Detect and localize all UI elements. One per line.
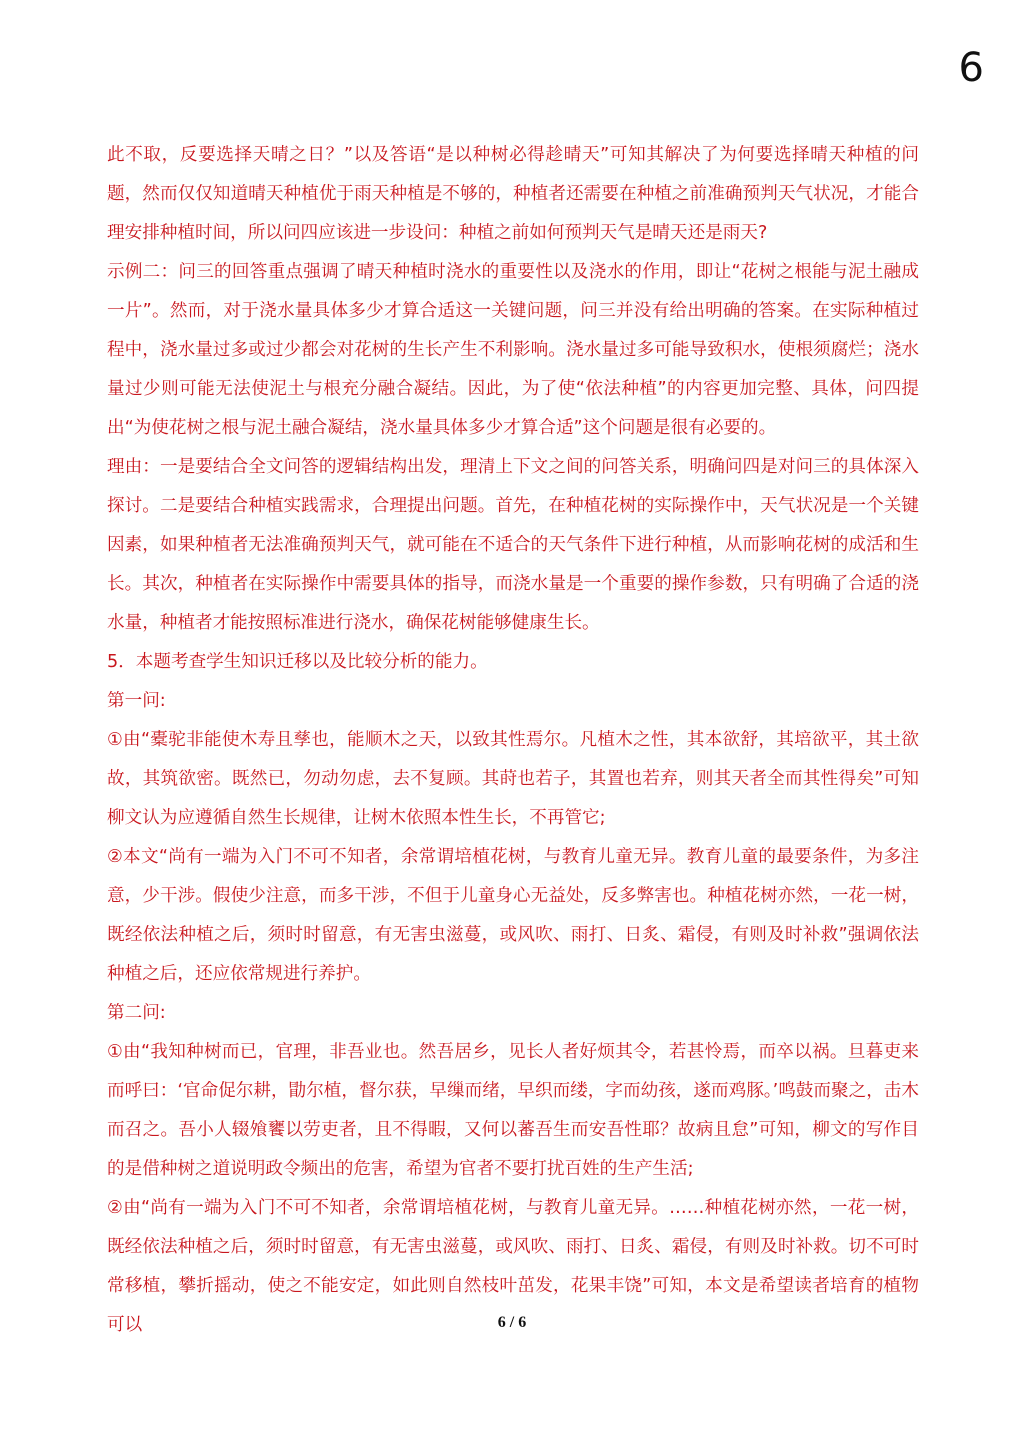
first-question-label: 第一问: [107, 691, 166, 711]
corner-page-number: 6 [958, 45, 984, 91]
answer-paragraph-3: 理由：一是要结合全文问答的逻辑结构出发，理清上下文之间的问答关系，明确问四是对问三的具体深入探讨。二是要结合种植实践需求，合理提出问题。首先，在种植花树的实际操作中，天气状况是一个关键因素，如果种植者无法准确预判天气，就可能在不适合的天气条件下进行种植，从而影响花树的成活和生长。其次，种植者在实际操作中需要具体的指导，而浇水量是一个重要的操作参数，只有明确了合适的浇水量，种植者才能按照标准进行浇水，确保花树能够健康生长。 [107, 457, 919, 633]
second-question-point-1: ①由“我知种树而已，官理，非吾业也。然吾居乡，见长人者好烦其令，若甚怜焉，而卒以祸。旦暮吏来而呼曰：‘官命促尔耕，勖尔植，督尔获，早缫而绪，早织而缕，字而幼孩，遂而鸡豚。’鸣鼓而聚之，击木而召之。吾小人辍飧饔以劳吏者，且不得暇，又何以蕃吾生而安吾性耶？故病且怠”可知，柳文的写作目的是借种树之道说明政令频出的危害，希望为官者不要打扰百姓的生产生活; [107, 1042, 919, 1179]
answer-paragraph-1: 此不取，反要选择天晴之日？”以及答语“是以种树必得趁晴天”可知其解决了为何要选择晴天种植的问题，然而仅仅知道晴天种植优于雨天种植是不够的，种植者还需要在种植之前准确预判天气状况，才能合理安排种植时间，所以问四应该进一步设问：种植之前如何预判天气是晴天还是雨天? [107, 145, 919, 243]
second-question-label: 第二问: [107, 1003, 166, 1023]
first-question-point-2: ②本文“尚有一端为入门不可不知者，余常谓培植花树，与教育儿童无异。教育儿童的最要条件，为多注意，少干涉。假使少注意，而多干涉，不但于儿童身心无益处，反多弊害也。种植花树亦然，一花一树，既经依法种植之后，须时时留意，有无害虫滋蔓，或风吹、雨打、日炙、霜侵，有则及时补救”强调依法种植之后，还应依常规进行养护。 [107, 847, 919, 984]
footer-page-indicator: 6 / 6 [497, 1314, 527, 1331]
answer-text-body [107, 136, 919, 1345]
answer-paragraph-2: 示例二：问三的回答重点强调了晴天种植时浇水的重要性以及浇水的作用，即让“花树之根能与泥土融成一片”。然而，对于浇水量具体多少才算合适这一关键问题，问三并没有给出明确的答案。在实际种植过程中，浇水量过多或过少都会对花树的生长产生不利影响。浇水量过多可能导致积水，使根须腐烂；浇水量过少则可能无法使泥土与根充分融合凝结。因此，为了使“依法种植”的内容更加完整、具体，问四提出“为使花树之根与泥土融合凝结，浇水量具体多少才算合适”这个问题是很有必要的。 [107, 262, 919, 438]
first-question-point-1: ①由“橐驼非能使木寿且孳也，能顺木之天，以致其性焉尔。凡植木之性，其本欲舒，其培欲平，其土欲故，其筑欲密。既然已，勿动勿虑，去不复顾。其莳也若子，其置也若弃，则其天者全而其性得矣”可知柳文认为应遵循自然生长规律，让树木依照本性生长，不再管它; [107, 730, 919, 828]
second-question-point-2: ②由“尚有一端为入门不可不知者，余常谓培植花树，与教育儿童无异。……种植花树亦然，一花一树，既经依法种植之后，须时时留意，有无害虫滋蔓，或风吹、雨打、日炙、霜侵，有则及时补救。切不可时常移植，攀折摇动，使之不能安定，如此则自然枝叶茁发，花果丰饶”可知，本文是希望读者培育的植物可以 [107, 1198, 919, 1335]
question-5-heading: 5．本题考查学生知识迁移以及比较分析的能力。 [107, 652, 488, 672]
